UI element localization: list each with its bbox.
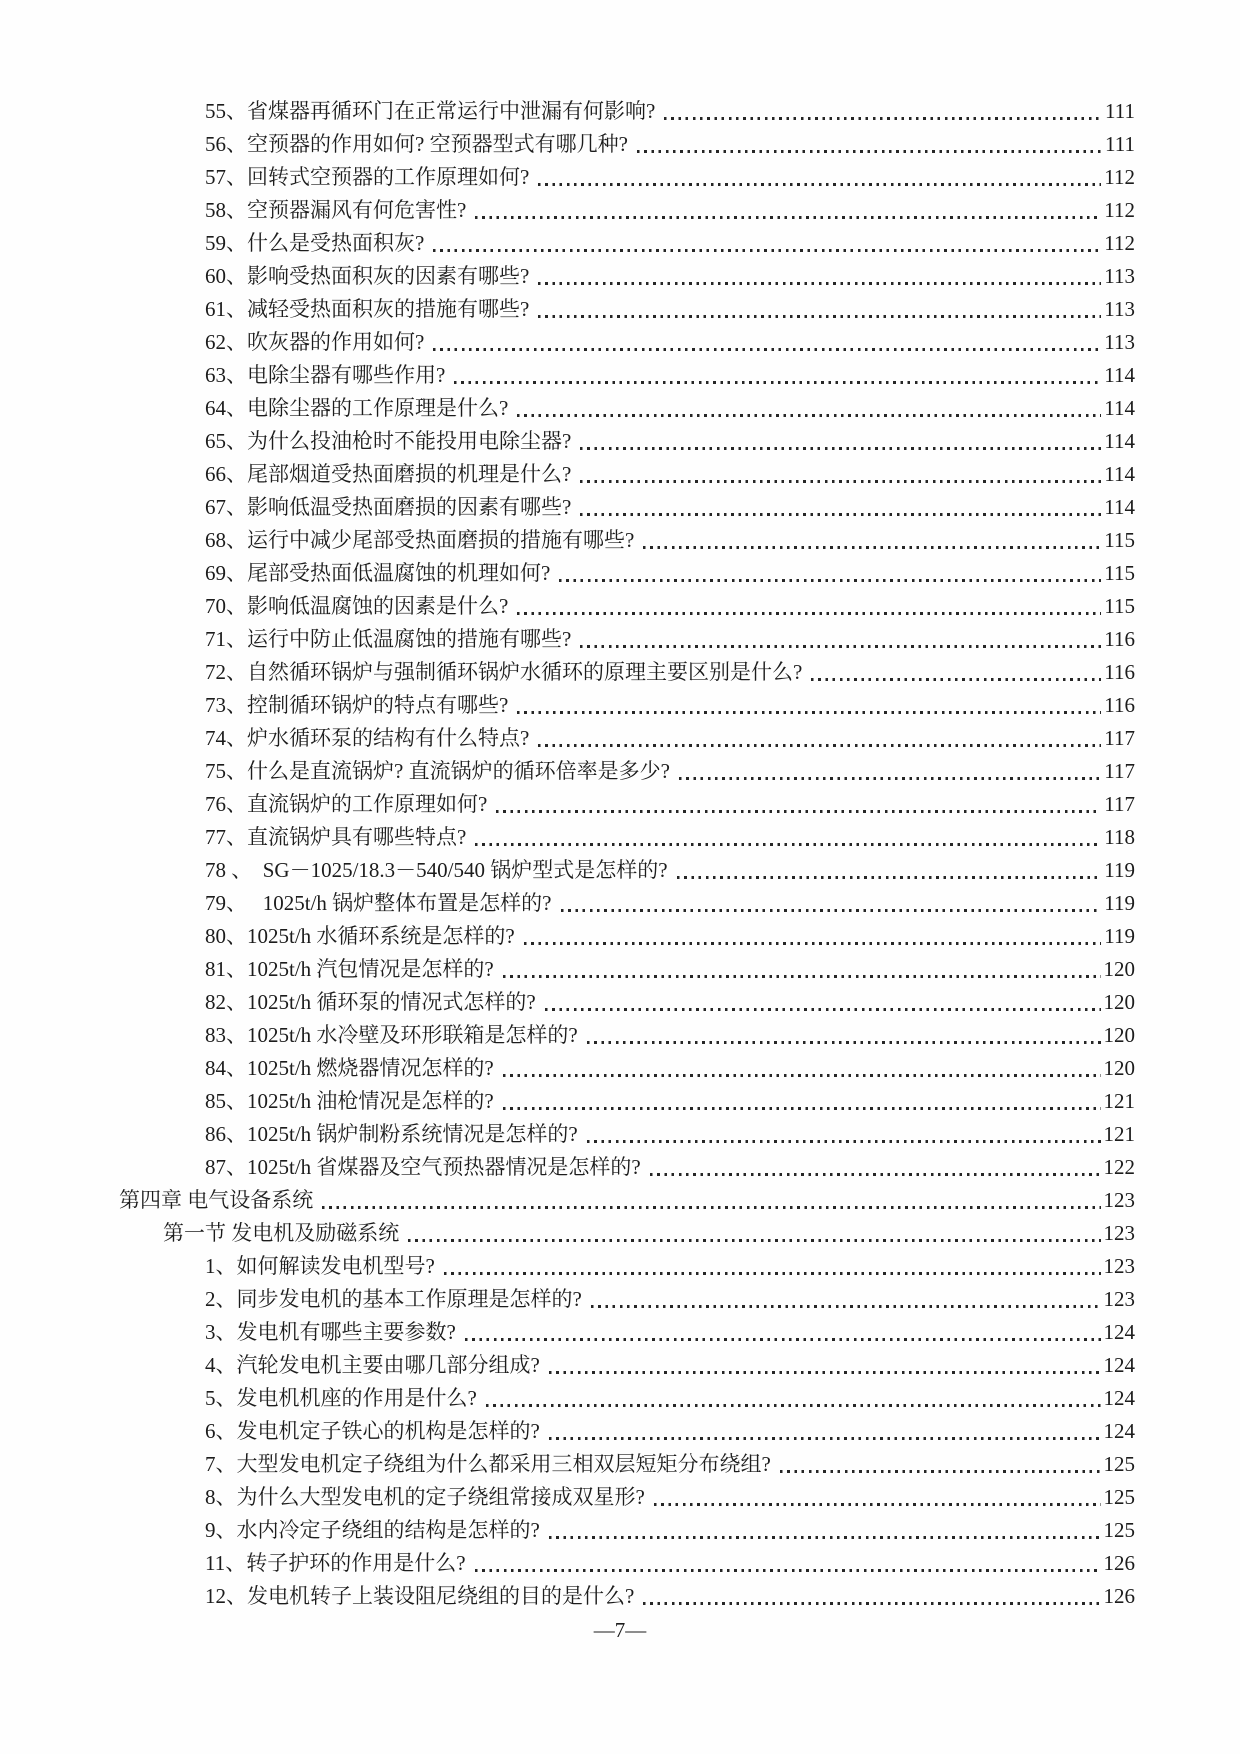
- toc-entry-page: 116: [1104, 660, 1135, 684]
- toc-entry: [0, 95, 1240, 128]
- toc-entry-page: 123: [1103, 1287, 1135, 1311]
- dot-leader: [475, 843, 1101, 846]
- toc-entry-label: 73、控制循环锅炉的特点有哪些?: [205, 693, 509, 717]
- toc-entry: [0, 491, 1240, 524]
- toc-entry-label: 1、如何解读发电机型号?: [205, 1254, 435, 1278]
- toc-entry-label: 77、直流锅炉具有哪些特点?: [205, 825, 467, 849]
- toc-entry-label: 80、1025t/h 水循环系统是怎样的?: [205, 924, 515, 948]
- toc-entry-page: 116: [1104, 627, 1135, 651]
- toc-entry: [0, 755, 1240, 788]
- toc-entry-page: 114: [1104, 396, 1135, 420]
- toc-entry-page: 123: [1103, 1254, 1135, 1278]
- toc-entry-page: 121: [1103, 1089, 1135, 1113]
- toc-entry-label: 81、1025t/h 汽包情况是怎样的?: [205, 957, 494, 981]
- toc-entry-label: 56、空预器的作用如何? 空预器型式有哪几种?: [205, 132, 628, 156]
- toc-entry: [0, 161, 1240, 194]
- toc-entry-label: 75、什么是直流锅炉? 直流锅炉的循环倍率是多少?: [205, 759, 670, 783]
- toc-entry-page: 125: [1103, 1518, 1135, 1542]
- dot-leader: [538, 282, 1101, 285]
- dot-leader: [524, 942, 1102, 945]
- toc-entry-label: 76、直流锅炉的工作原理如何?: [205, 792, 488, 816]
- toc-entry: [0, 458, 1240, 491]
- toc-entry-label: 61、减轻受热面积灰的措施有哪些?: [205, 297, 530, 321]
- toc-entry: [0, 1580, 1240, 1613]
- toc-entry: [0, 1481, 1240, 1514]
- toc-entry: [0, 1514, 1240, 1547]
- dot-leader: [679, 777, 1101, 780]
- toc-entry: [0, 326, 1240, 359]
- toc-entry: [0, 1382, 1240, 1415]
- toc-entry-label: 9、水内冷定子绕组的结构是怎样的?: [205, 1518, 540, 1542]
- toc-entry-page: 122: [1103, 1155, 1135, 1179]
- toc-entry: [0, 194, 1240, 227]
- toc-entry-page: 112: [1104, 231, 1135, 255]
- toc-entry-label: 84、1025t/h 燃烧器情况怎样的?: [205, 1056, 494, 1080]
- toc-entry-page: 125: [1103, 1452, 1135, 1476]
- dot-leader: [465, 1338, 1101, 1341]
- toc-entry: [0, 1151, 1240, 1184]
- dot-leader: [538, 183, 1101, 186]
- toc-entry-page: 124: [1103, 1386, 1135, 1410]
- toc-entry-label: 59、什么是受热面积灰?: [205, 231, 425, 255]
- toc-entry-page: 120: [1103, 1023, 1135, 1047]
- toc-entry: [0, 1448, 1240, 1481]
- dot-leader: [475, 1569, 1101, 1572]
- dot-leader: [559, 579, 1101, 582]
- toc-entry-label: 83、1025t/h 水冷壁及环形联箱是怎样的?: [205, 1023, 578, 1047]
- dot-leader: [496, 810, 1101, 813]
- table-of-contents: [0, 95, 1240, 1613]
- dot-leader: [580, 645, 1101, 648]
- dot-leader: [561, 909, 1102, 912]
- toc-entry-label: 5、发电机机座的作用是什么?: [205, 1386, 477, 1410]
- dot-leader: [580, 480, 1101, 483]
- toc-entry-label: 6、发电机定子铁心的机构是怎样的?: [205, 1419, 540, 1443]
- toc-entry-label: 82、1025t/h 循环泵的情况式怎样的?: [205, 990, 536, 1014]
- toc-entry: [0, 1250, 1240, 1283]
- dot-leader: [538, 744, 1101, 747]
- dot-leader: [444, 1272, 1101, 1275]
- toc-entry-page: 114: [1104, 495, 1135, 519]
- toc-entry: [0, 1052, 1240, 1085]
- toc-entry-page: 124: [1103, 1320, 1135, 1344]
- toc-entry-page: 115: [1104, 561, 1135, 585]
- toc-entry-label: 86、1025t/h 锅炉制粉系统情况是怎样的?: [205, 1122, 578, 1146]
- dot-leader: [322, 1206, 1100, 1209]
- toc-entry-label: 74、炉水循环泵的结构有什么特点?: [205, 726, 530, 750]
- dot-leader: [433, 249, 1101, 252]
- toc-entry: [0, 1349, 1240, 1382]
- toc-entry-page: 123: [1103, 1221, 1135, 1245]
- toc-entry-page: 124: [1103, 1353, 1135, 1377]
- toc-entry-label: 66、尾部烟道受热面磨损的机理是什么?: [205, 462, 572, 486]
- toc-entry: [0, 920, 1240, 953]
- toc-entry: [0, 1547, 1240, 1580]
- toc-entry-page: 117: [1104, 726, 1135, 750]
- toc-entry-page: 119: [1104, 858, 1135, 882]
- dot-leader: [503, 1107, 1101, 1110]
- toc-entry-label: 68、运行中减少尾部受热面磨损的措施有哪些?: [205, 528, 635, 552]
- toc-entry-label: 72、自然循环锅炉与强制循环锅炉水循环的原理主要区别是什么?: [205, 660, 803, 684]
- toc-entry-page: 117: [1104, 792, 1135, 816]
- dot-leader: [517, 414, 1101, 417]
- dot-leader: [549, 1371, 1101, 1374]
- dot-leader: [503, 1074, 1101, 1077]
- toc-entry: [0, 524, 1240, 557]
- toc-entry-page: 113: [1104, 264, 1135, 288]
- toc-entry-page: 118: [1104, 825, 1135, 849]
- dot-leader: [811, 678, 1101, 681]
- toc-entry: [0, 689, 1240, 722]
- toc-entry-page: 120: [1103, 990, 1135, 1014]
- toc-entry: [0, 1415, 1240, 1448]
- toc-entry-page: 126: [1103, 1551, 1135, 1575]
- toc-entry-label: 57、回转式空预器的工作原理如何?: [205, 165, 530, 189]
- toc-entry: [0, 887, 1240, 920]
- dot-leader: [580, 447, 1101, 450]
- dot-leader: [517, 711, 1101, 714]
- toc-entry-label: 4、汽轮发电机主要由哪几部分组成?: [205, 1353, 540, 1377]
- dot-leader: [587, 1140, 1101, 1143]
- toc-entry: [0, 1019, 1240, 1052]
- toc-entry-page: 112: [1104, 165, 1135, 189]
- dot-leader: [677, 876, 1102, 879]
- dot-leader: [780, 1470, 1101, 1473]
- dot-leader: [591, 1305, 1101, 1308]
- toc-entry-page: 120: [1103, 957, 1135, 981]
- toc-entry-label: 8、为什么大型发电机的定子绕组常接成双星形?: [205, 1485, 645, 1509]
- toc-entry-page: 111: [1105, 132, 1135, 156]
- toc-entry-page: 121: [1103, 1122, 1135, 1146]
- toc-entry-label: 79、 1025t/h 锅炉整体布置是怎样的?: [205, 891, 552, 915]
- toc-entry: [0, 986, 1240, 1019]
- dot-leader: [486, 1404, 1101, 1407]
- toc-entry-page: 120: [1103, 1056, 1135, 1080]
- toc-entry-label: 70、影响低温腐蚀的因素是什么?: [205, 594, 509, 618]
- dot-leader: [503, 975, 1101, 978]
- toc-entry-label: 第四章 电气设备系统: [119, 1188, 314, 1212]
- toc-entry: [0, 392, 1240, 425]
- toc-entry-label: 2、同步发电机的基本工作原理是怎样的?: [205, 1287, 582, 1311]
- dot-leader: [650, 1173, 1101, 1176]
- toc-entry-label: 3、发电机有哪些主要参数?: [205, 1320, 456, 1344]
- dot-leader: [549, 1437, 1101, 1440]
- dot-leader: [538, 315, 1101, 318]
- toc-entry-label: 71、运行中防止低温腐蚀的措施有哪些?: [205, 627, 572, 651]
- toc-entry: [0, 1316, 1240, 1349]
- dot-leader: [549, 1536, 1101, 1539]
- toc-entry-label: 85、1025t/h 油枪情况是怎样的?: [205, 1089, 494, 1113]
- toc-entry-page: 113: [1104, 297, 1135, 321]
- toc-entry: [0, 788, 1240, 821]
- toc-entry-page: 117: [1104, 759, 1135, 783]
- dot-leader: [587, 1041, 1101, 1044]
- toc-entry: [0, 1283, 1240, 1316]
- toc-entry-label: 第一节 发电机及励磁系统: [163, 1221, 400, 1245]
- dot-leader: [454, 381, 1101, 384]
- dot-leader: [433, 348, 1101, 351]
- toc-entry: [0, 1184, 1240, 1217]
- toc-entry: [0, 821, 1240, 854]
- toc-entry-page: 112: [1104, 198, 1135, 222]
- toc-entry: [0, 722, 1240, 755]
- toc-entry-label: 63、电除尘器有哪些作用?: [205, 363, 446, 387]
- toc-entry: [0, 656, 1240, 689]
- toc-entry-label: 55、省煤器再循环门在正常运行中泄漏有何影响?: [205, 99, 656, 123]
- toc-entry-page: 114: [1104, 462, 1135, 486]
- toc-entry-label: 60、影响受热面积灰的因素有哪些?: [205, 264, 530, 288]
- toc-entry: [0, 425, 1240, 458]
- toc-entry: [0, 359, 1240, 392]
- toc-entry: [0, 590, 1240, 623]
- dot-leader: [517, 612, 1101, 615]
- toc-entry-page: 116: [1104, 693, 1135, 717]
- dot-leader: [664, 117, 1102, 120]
- toc-entry-page: 119: [1104, 924, 1135, 948]
- toc-entry-page: 115: [1104, 594, 1135, 618]
- dot-leader: [545, 1008, 1101, 1011]
- toc-entry-page: 124: [1103, 1419, 1135, 1443]
- toc-entry: [0, 557, 1240, 590]
- toc-entry-label: 65、为什么投油枪时不能投用电除尘器?: [205, 429, 572, 453]
- toc-entry: [0, 260, 1240, 293]
- page-number-footer: —7—: [593, 1618, 647, 1642]
- toc-entry-label: 58、空预器漏风有何危害性?: [205, 198, 467, 222]
- toc-entry: [0, 1118, 1240, 1151]
- dot-leader: [637, 150, 1102, 153]
- toc-entry-page: 111: [1105, 99, 1135, 123]
- toc-entry-label: 62、吹灰器的作用如何?: [205, 330, 425, 354]
- toc-entry-label: 12、发电机转子上装设阻尼绕组的目的是什么?: [205, 1584, 635, 1608]
- toc-entry-page: 114: [1104, 429, 1135, 453]
- toc-entry-page: 113: [1104, 330, 1135, 354]
- dot-leader: [475, 216, 1101, 219]
- toc-entry-label: 11、转子护环的作用是什么?: [205, 1551, 466, 1575]
- toc-entry-page: 123: [1103, 1188, 1135, 1212]
- toc-entry: [0, 623, 1240, 656]
- toc-entry-page: 126: [1103, 1584, 1135, 1608]
- toc-entry-page: 115: [1104, 528, 1135, 552]
- toc-entry-page: 119: [1104, 891, 1135, 915]
- dot-leader: [654, 1503, 1101, 1506]
- toc-entry: [0, 128, 1240, 161]
- dot-leader: [408, 1239, 1100, 1242]
- toc-entry: [0, 227, 1240, 260]
- toc-entry: [0, 854, 1240, 887]
- dot-leader: [580, 513, 1101, 516]
- toc-entry-label: 67、影响低温受热面磨损的因素有哪些?: [205, 495, 572, 519]
- toc-entry-label: 87、1025t/h 省煤器及空气预热器情况是怎样的?: [205, 1155, 641, 1179]
- toc-entry-label: 64、电除尘器的工作原理是什么?: [205, 396, 509, 420]
- toc-entry-page: 125: [1103, 1485, 1135, 1509]
- dot-leader: [643, 1602, 1100, 1605]
- toc-entry: [0, 953, 1240, 986]
- toc-entry: [0, 293, 1240, 326]
- toc-entry-page: 114: [1104, 363, 1135, 387]
- dot-leader: [643, 546, 1101, 549]
- toc-entry-label: 7、大型发电机定子绕组为什么都采用三相双层短矩分布绕组?: [205, 1452, 771, 1476]
- toc-entry-label: 78 、 SG－1025/18.3－540/540 锅炉型式是怎样的?: [205, 858, 668, 882]
- toc-entry-label: 69、尾部受热面低温腐蚀的机理如何?: [205, 561, 551, 585]
- toc-entry: [0, 1217, 1240, 1250]
- toc-entry: [0, 1085, 1240, 1118]
